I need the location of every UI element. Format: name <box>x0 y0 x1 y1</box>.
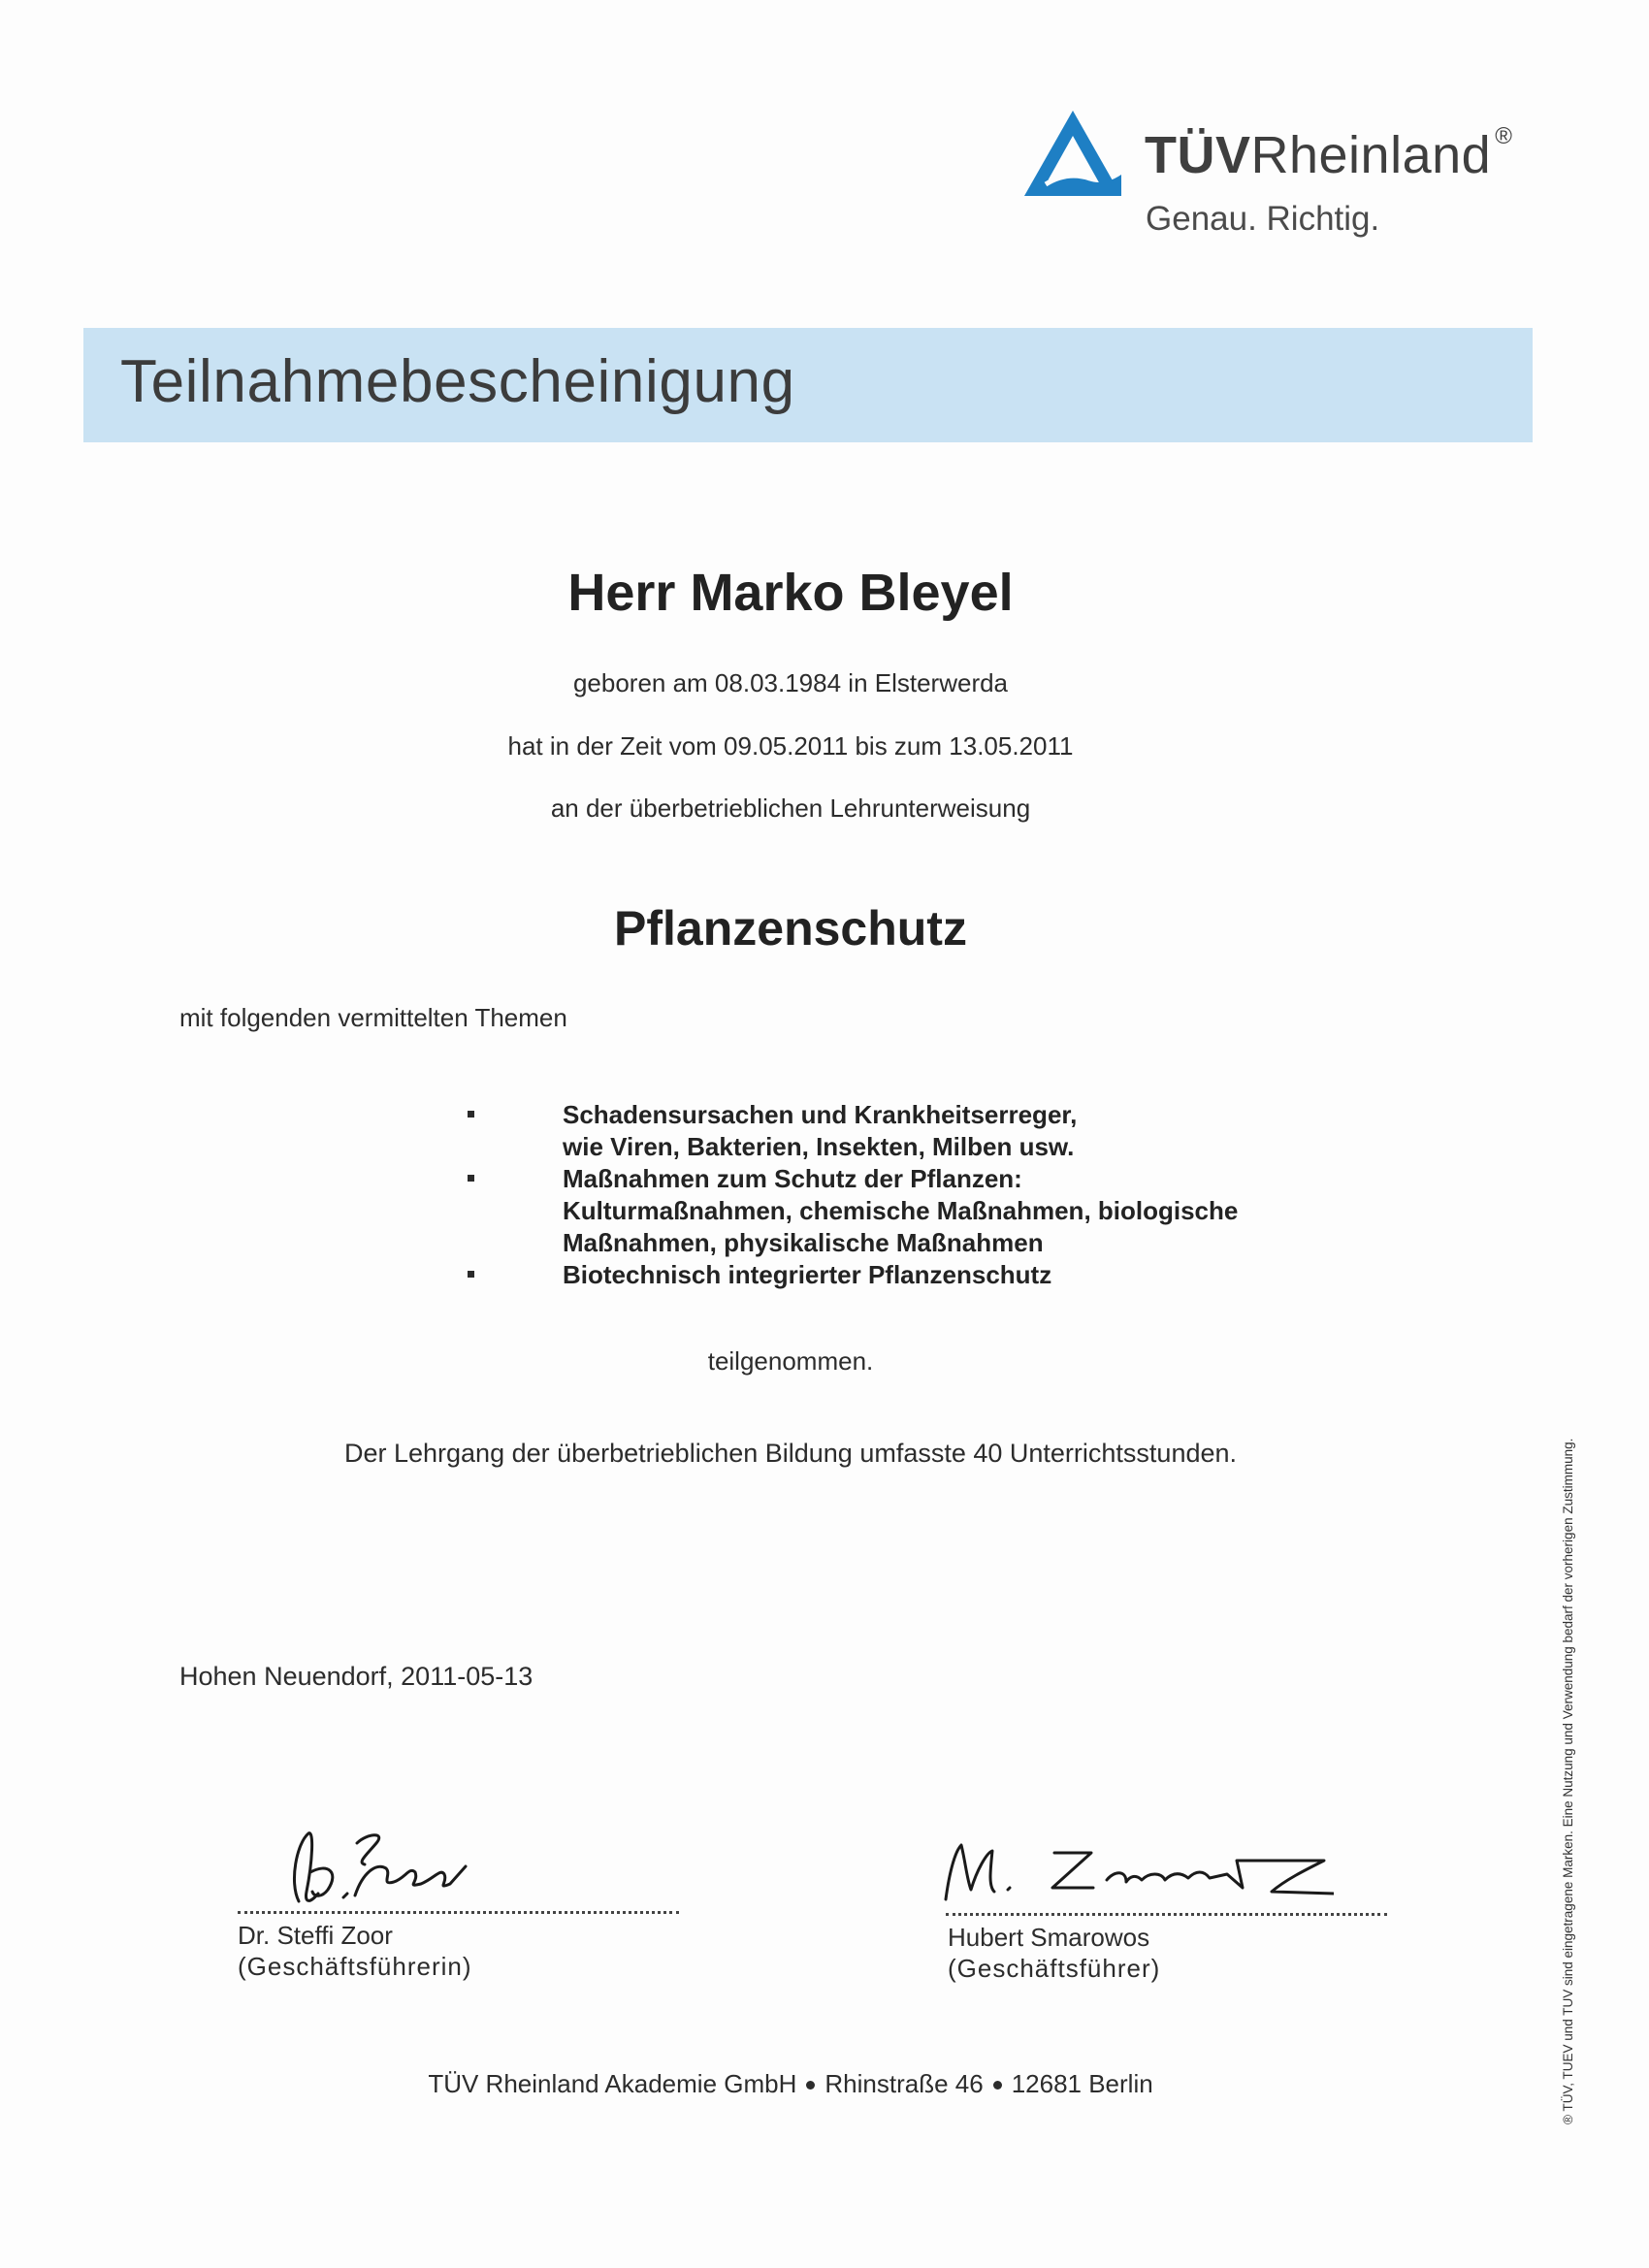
footer-street: Rhinstraße 46 <box>824 2069 984 2098</box>
list-item <box>456 1163 1329 1259</box>
signature-line-left <box>238 1911 679 1914</box>
square-bullet-icon <box>468 1111 474 1118</box>
course-title: Pflanzenschutz <box>614 901 967 956</box>
course-intro: an der überbetrieblichen Lehrunterweisung <box>550 794 1031 823</box>
tuv-logo-triangle-icon <box>1020 107 1125 200</box>
logo-brand-regular: Rheinland <box>1250 126 1492 184</box>
topic-line: Maßnahmen zum Schutz der Pflanzen: <box>563 1164 1022 1193</box>
square-bullet-icon <box>468 1271 474 1278</box>
participated-line: teilgenommen. <box>707 1346 874 1376</box>
signature-line-right <box>946 1913 1387 1916</box>
trademark-note: ® TÜV, TUEV und TUV sind eingetragene Marken. Eine Nutzung und Verwendung bedarf der vorherigen Zustimmung. <box>1561 1438 1575 2124</box>
recipient-name: Herr Marko Bleyel <box>567 564 1014 622</box>
signature-right-image <box>936 1831 1334 1914</box>
topic-list <box>456 1099 1329 1291</box>
footer-company: TÜV Rheinland Akademie GmbH <box>428 2069 797 2098</box>
hours-line: Der Lehrgang der überbetrieblichen Bildung umfasste 40 Unterrichtsstunden. <box>343 1439 1238 1468</box>
registered-mark: ® <box>1495 123 1513 149</box>
place-date: Hohen Neuendorf, 2011-05-13 <box>179 1662 534 1691</box>
logo-brand <box>1145 123 1513 184</box>
list-item <box>456 1099 1329 1163</box>
signer-right-role: (Geschäftsführer) <box>948 1954 1161 1983</box>
logo-brand-bold: TÜV <box>1145 126 1251 184</box>
signature-left-image <box>250 1804 483 1916</box>
bullet-dot-icon <box>993 2081 1002 2090</box>
signer-right-name: Hubert Smarowos <box>948 1923 1150 1952</box>
footer-city: 12681 Berlin <box>1011 2069 1153 2098</box>
period-line: hat in der Zeit vom 09.05.2011 bis zum 13.05.2011 <box>507 731 1074 761</box>
signer-left-role: (Geschäftsführerin) <box>238 1952 472 1981</box>
list-item <box>456 1259 1329 1291</box>
logo-slogan: Genau. Richtig. <box>1146 200 1380 238</box>
page-title: Teilnahmebescheinigung <box>120 348 795 415</box>
topics-intro: mit folgenden vermittelten Themen <box>179 1003 567 1032</box>
birth-line: geboren am 08.03.1984 in Elsterwerda <box>572 668 1009 697</box>
topic-line: wie Viren, Bakterien, Insekten, Milben usw. <box>563 1132 1075 1161</box>
square-bullet-icon <box>468 1175 474 1182</box>
signer-left-name: Dr. Steffi Zoor <box>238 1921 393 1950</box>
topic-line: Maßnahmen, physikalische Maßnahmen <box>563 1228 1044 1257</box>
topic-line: Kulturmaßnahmen, chemische Maßnahmen, biologische <box>563 1196 1239 1225</box>
title-banner <box>83 328 1533 442</box>
topic-line: Biotechnisch integrierter Pflanzenschutz <box>563 1260 1052 1289</box>
topic-line: Schadensursachen und Krankheitserreger, <box>563 1100 1078 1129</box>
bullet-dot-icon <box>806 2081 815 2090</box>
footer-address <box>0 2069 1581 2099</box>
